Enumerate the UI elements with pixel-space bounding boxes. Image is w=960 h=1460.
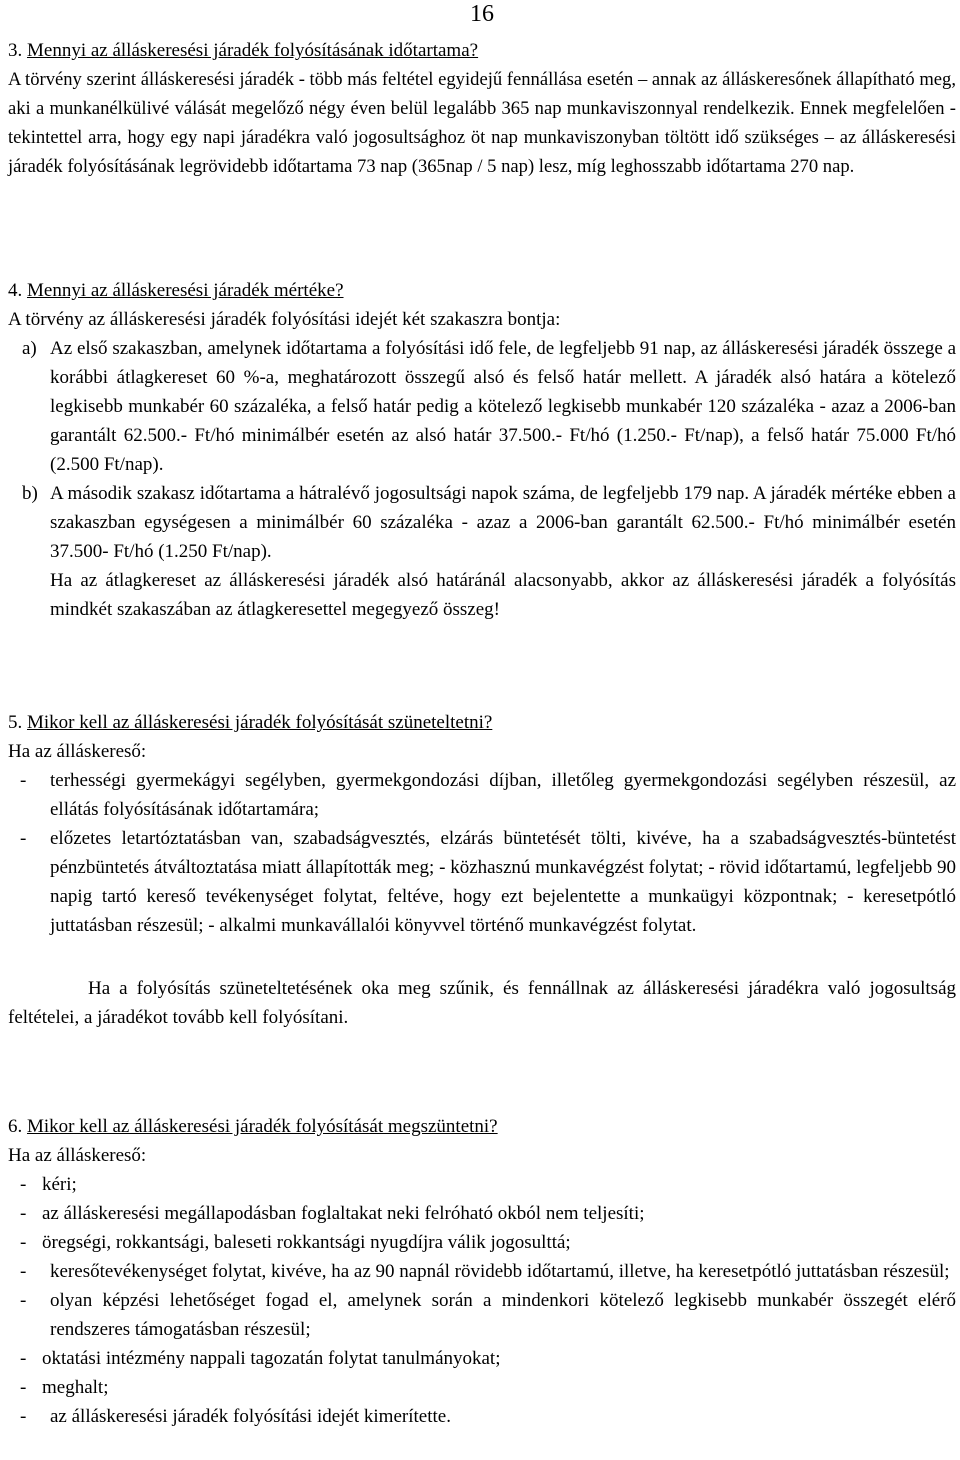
section-intro: A törvény az álláskeresési járadék folyósítási idejét két szakaszra bontja:	[8, 309, 561, 330]
list-item	[20, 1170, 956, 1199]
list-item	[20, 824, 956, 940]
list-marker: b)	[22, 483, 38, 504]
section-intro: Ha az álláskereső:	[8, 741, 147, 762]
section-4	[8, 276, 956, 624]
list-item-text: előzetes letartóztatásban van, szabadságvesztés, elzárás büntetését tölti, kivéve, ha a szabadságvesztés-büntetést pénzbüntetés átváltoztatása miatt állapították meg; - közhasznú munkavégzést folytat; - rövid időtartamú, legfeljebb 90 napig tartó kereső tevékenységet folytat, feltéve, hogy ezt bejelentette a munkaügyi központnak; - keresetpótló juttatásban részesül; - alkalmi munkavállalói könyvvel történő munkavégzést folytat.	[50, 828, 956, 936]
closing-paragraph: Ha a folyósítás szüneteltetésének oka meg szűnik, és fennállnak az álláskeresési járadékra való jogosultság feltételei, a járadékot tovább kell folyósítani.	[8, 978, 956, 1028]
list-item-text: Az első szakaszban, amelynek időtartama a folyósítási idő fele, de legfeljebb 91 nap, az álláskeresési járadék összege a korábbi átlagkereset 60 %-a, meghatározott összegű alsó és felső határ mellett. A járadék alsó határa a kötelező legkisebb munkabér 60 százaléka, a felső határ pedig a kötelező legkisebb munkabér 120 százaléka - azaz a 2006-ban garantált 62.500.- Ft/hó minimálbér esetén az alsó határ 37.500.- Ft/hó (1.250.- Ft/nap), a felső határ 75.000 Ft/hó (2.500 Ft/nap).	[50, 338, 956, 475]
section-paragraph: A törvény szerint álláskeresési járadék - több más feltétel egyidejű fennállása esetén – annak az álláskeresőnek állapítható meg, aki a munkanélkülivé válását megelőző négy éven belül legalább 365 nap munkaviszonnyal rendelkezik. Ennek megfelelően - tekintettel arra, hogy egy napi járadékra való jogosultsághoz öt nap munkaviszonyban töltött idő szükséges – az álláskeresési járadék folyósításának legrövidebb időtartama 73 nap (365nap / 5 nap) lesz, míg leghosszabb időtartama 270 nap.	[8, 69, 956, 177]
page-number: 16	[470, 1, 494, 27]
list-item	[22, 479, 956, 566]
heading-text: Mikor kell az álláskeresési járadék folyósítását megszüntetni?	[27, 1116, 498, 1137]
list-dash: -	[20, 1406, 27, 1427]
list-item	[20, 766, 956, 824]
list-item-text: oktatási intézmény nappali tagozatán folytat tanulmányokat;	[42, 1348, 501, 1369]
section-heading	[8, 276, 956, 305]
list-dash: -	[20, 1377, 27, 1398]
list-item	[20, 1286, 956, 1344]
heading-number: 4.	[8, 280, 23, 301]
heading-number: 6.	[8, 1116, 23, 1137]
list-dash: -	[20, 770, 27, 791]
list-item	[20, 1199, 956, 1228]
section-intro: Ha az álláskereső:	[8, 1145, 147, 1166]
section-heading	[8, 1112, 956, 1141]
list-item-text: keresőtevékenységet folytat, kivéve, ha az 90 napnál rövidebb időtartamú, illetve, ha keresetpótló juttatásban részesül;	[50, 1261, 950, 1282]
section-6	[8, 1112, 956, 1431]
section-3	[8, 36, 956, 181]
list-dash: -	[20, 1290, 27, 1311]
list-item-text: kéri;	[42, 1174, 77, 1195]
section-heading	[8, 36, 956, 65]
list-dash: -	[20, 1203, 27, 1224]
item-list	[20, 1170, 956, 1431]
item-list	[20, 766, 956, 940]
list-item-text: öregségi, rokkantsági, baleseti rokkantsági nyugdíjra válik jogosulttá;	[42, 1232, 571, 1253]
list-dash: -	[20, 828, 27, 849]
section-5	[8, 708, 956, 1051]
list-item-text: terhességi gyermekágyi segélyben, gyermekgondozási díjban, illetőleg gyermekgondozási segélyben részesül, az ellátás folyósításának időtartamára;	[50, 770, 956, 820]
list-item	[20, 1257, 956, 1286]
heading-number: 5.	[8, 712, 23, 733]
note-paragraph: Ha az átlagkereset az álláskeresési járadék alsó határánál alacsonyabb, akkor az álláskeresési járadék a folyósítás mindkét szakaszában az átlagkeresettel megegyező összeg!	[50, 570, 956, 620]
list-item	[20, 1373, 956, 1402]
list-item	[22, 334, 956, 479]
section-heading	[8, 708, 956, 737]
list-item-text: meghalt;	[42, 1377, 109, 1398]
list-item	[20, 1344, 956, 1373]
list-item	[20, 1228, 956, 1257]
list-marker: a)	[22, 338, 37, 359]
list-item-text: olyan képzési lehetőséget fogad el, amelynek során a mindenkori kötelező legkisebb munkabér összegét elérő rendszeres támogatásban részesül;	[50, 1290, 956, 1340]
heading-number: 3.	[8, 40, 23, 61]
list-dash: -	[20, 1348, 27, 1369]
heading-text: Mennyi az álláskeresési járadék mértéke?	[27, 280, 344, 301]
list-item-text: az álláskeresési járadék folyósítási idejét kimerítette.	[50, 1406, 451, 1427]
list-dash: -	[20, 1232, 27, 1253]
list-item-text: az álláskeresési megállapodásban foglaltakat neki felróható okból nem teljesíti;	[42, 1203, 645, 1224]
list-item	[20, 1402, 956, 1431]
list-dash: -	[20, 1261, 27, 1282]
list-dash: -	[20, 1174, 27, 1195]
heading-text: Mikor kell az álláskeresési járadék folyósítását szüneteltetni?	[27, 712, 493, 733]
list-item-text: A második szakasz időtartama a hátralévő jogosultsági napok száma, de legfeljebb 179 nap. A járadék mértéke ebben a szakaszban egységesen a minimálbér 60 százaléka - azaz a 2006-ban garantált 62.500.- Ft/hó minimálbér esetén 37.500- Ft/hó (1.250 Ft/nap).	[50, 483, 956, 562]
heading-text: Mennyi az álláskeresési járadék folyósításának időtartama?	[27, 40, 479, 61]
